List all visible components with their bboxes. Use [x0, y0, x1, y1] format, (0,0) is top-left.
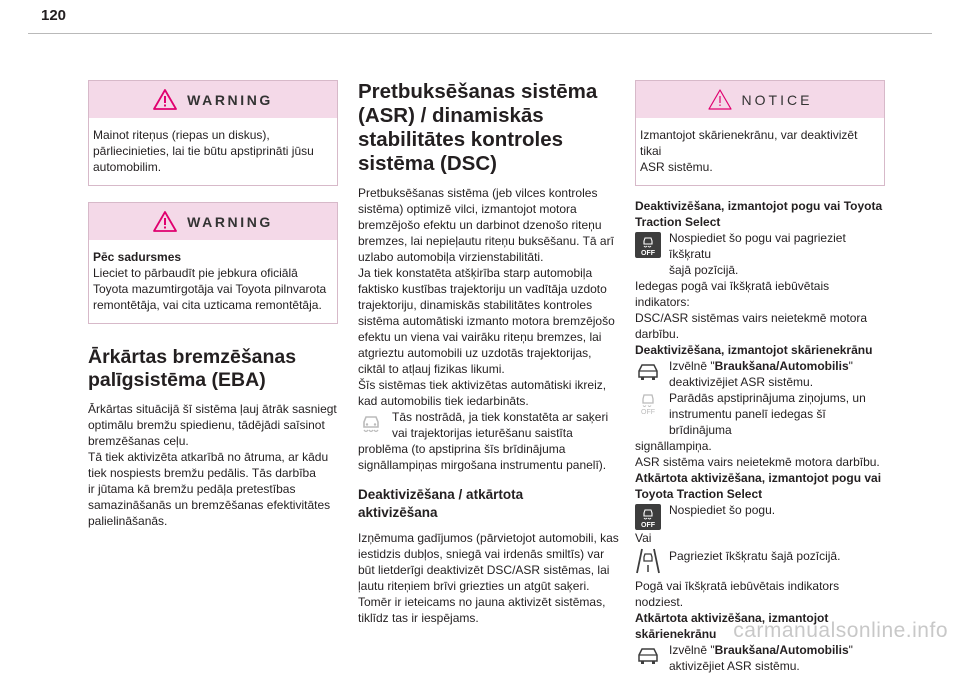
body-line: efektu un viena vai vairāku riteņu bremzes, lai — [358, 330, 602, 344]
icon-row-off-button — [635, 502, 885, 530]
icon-row-text — [669, 390, 885, 438]
icon-row-asr-off-lamp — [635, 390, 885, 438]
menu-suffix: " — [848, 643, 853, 657]
icon-row-road-wheel — [635, 548, 885, 574]
deactivation-button-section — [635, 198, 885, 342]
menu-suffix: " — [848, 359, 853, 373]
body-line: tiek nospiests bremžu pedālis. Tās darbība — [88, 466, 316, 480]
subheading-line: Deaktivizēšana / atkārtota — [358, 487, 524, 502]
body-line: ciktāl to atļauj fizikas likumi. — [358, 362, 505, 376]
body-line: Ārkārtas situācijā šī sistēma ļauj ātrāk sasniegt — [88, 402, 337, 416]
menu-name: Braukšana/Automobilis — [714, 359, 849, 373]
body-line: ļautu riteņiem brīvi griezties un atgūt saķeri. — [358, 579, 590, 593]
warning-box-wheels — [88, 80, 338, 186]
svg-text:OFF: OFF — [641, 409, 655, 416]
section-heading-asr-dsc — [358, 80, 620, 176]
notice-triangle-icon — [708, 89, 732, 110]
body-line: aktivizējiet ASR sistēmu. — [669, 659, 800, 673]
notice-text-line: ASR sistēmu. — [640, 160, 713, 174]
heading-line: (ASR) / dinamiskās — [358, 104, 544, 127]
subheading-line: aktivizēšana — [358, 505, 438, 520]
icon-row-vehicle-menu — [635, 358, 885, 390]
column-right — [635, 80, 885, 674]
body-line: ir jūtama kā bremžu pedāļa pretestības — [88, 482, 296, 496]
body-line: optimālu bremžu spiedienu, tādējādi saīsinot — [88, 418, 325, 432]
notice-text-line: Izmantojot skārienekrānu, var deaktivizēt tikai — [640, 128, 858, 158]
step-title: Atkārtota aktivizēšana, izmantojot — [635, 611, 829, 625]
body-line: faktisko kustības trajektoriju un vadītāja uzdoto — [358, 282, 607, 296]
icon-row-text — [669, 502, 775, 518]
body-line: bremzējošo efektu un darbinot dzenošo riteņu — [358, 218, 602, 232]
step-title: skārienekrānu — [635, 627, 717, 641]
notice-box — [635, 80, 885, 186]
body-line: iestidzis dubļos, sniegā vai irdenās smiltīs) var — [358, 547, 605, 561]
warning-text-line: Lieciet to pārbaudīt pie jebkura oficiālā — [93, 266, 298, 280]
watermark-text: carmanualsonline.info — [733, 619, 948, 642]
asr-off-warning-lamp-icon — [635, 390, 661, 416]
body-line: Tās nostrādā, ja tiek konstatēta ar saķeri — [392, 410, 609, 424]
body-line: sistēma) optimizē vilci, izmantojot motora — [358, 202, 577, 216]
body-line: DSC/ASR sistēmas vairs neietekmē motora — [635, 311, 868, 325]
step-title: Deaktivizēšana, izmantojot skārienekrānu — [635, 343, 873, 357]
skid-warning-lamp-icon — [358, 409, 384, 435]
warning-text-line: pārliecinieties, lai tie būtu apstiprināti jūsu — [93, 144, 314, 158]
body-line: atgrieztu automobili uz uzdotās trajektorijas, — [358, 346, 592, 360]
icon-row-text — [669, 548, 840, 564]
step-title: Toyota Traction Select — [635, 487, 763, 501]
page-number: 120 — [41, 7, 67, 24]
body-line: signāllampiņa. — [635, 439, 712, 453]
svg-text:OFF: OFF — [641, 522, 655, 529]
body-line: ASR sistēma vairs neietekmē motora darbību. — [635, 455, 880, 469]
body-line: signāllampiņas mirgošana instrumentu panelī). — [358, 458, 607, 472]
body-line: Parādās apstiprinājuma ziņojums, un — [669, 391, 866, 405]
body-line: vai trajektorijas ieturēšanu saistīta — [392, 426, 573, 440]
section-heading-eba — [88, 346, 338, 392]
warning-header — [89, 203, 337, 240]
heading-line: palīgsistēma (EBA) — [88, 369, 266, 391]
body-line: instrumentu panelī iedegas šī brīdinājuma — [669, 407, 826, 437]
body-line: bremzes, lai nepieļautu riteņu buksēšanu. Tā arī — [358, 234, 614, 248]
body-line: trajektoriju, dinamiskās stabilitātes kontroles — [358, 298, 593, 312]
body-line: palielināšanās. — [88, 514, 168, 528]
body-line: Iedegas pogā vai īkšķratā iebūvētais indikators: — [635, 279, 830, 309]
step-title: Deaktivizēšana, izmantojot pogu vai Toyota — [635, 199, 883, 213]
header-divider — [28, 33, 932, 34]
body-line: Pretbuksēšanas sistēma (jeb vilces kontroles — [358, 186, 598, 200]
icon-row-vehicle-menu — [635, 642, 885, 674]
column-left — [88, 80, 338, 529]
warning-subheading: Pēc sadursmes — [93, 250, 182, 264]
warning-text-line: automobilim. — [93, 160, 162, 174]
body-line: deaktivizējiet ASR sistēmu. — [669, 375, 814, 389]
body-line: Vai — [635, 531, 652, 545]
warning-text-line: Mainot riteņus (riepas un diskus), — [93, 128, 270, 142]
icon-row-text — [669, 642, 853, 674]
dsc-off-button-icon — [635, 232, 661, 258]
body-line: būt lietderīgi deaktivizēt DSC/ASR sistēmas, lai — [358, 563, 610, 577]
body-line: bremzēšanas ceļu. — [88, 434, 189, 448]
body-line: Šīs sistēmas tiek aktivizētas automātiski ikreiz, — [358, 378, 607, 392]
body-line: kad automobilis tiek iedarbināts. — [358, 394, 529, 408]
body-line: Izņēmuma gadījumos (pārvietojot automobili, kas — [358, 531, 619, 545]
body-line — [669, 358, 853, 374]
heading-line: sistēma (DSC) — [358, 152, 497, 175]
notice-header — [636, 81, 884, 118]
warning-body — [89, 118, 337, 185]
icon-row-text — [392, 409, 608, 441]
heading-line: Ārkārtas bremzēšanas — [88, 346, 297, 368]
warning-label: WARNING — [187, 213, 273, 230]
warning-header — [89, 81, 337, 118]
icon-row-off-button — [635, 230, 885, 278]
body-line: šajā pozīcijā. — [669, 263, 739, 277]
traction-road-icon — [635, 548, 661, 574]
icon-row-text — [669, 230, 885, 278]
dsc-off-button-icon — [635, 504, 661, 530]
warning-label: WARNING — [187, 91, 273, 108]
body-line: sistēma automātiski izmanto motora bremzējošo — [358, 314, 615, 328]
body-line: Pogā vai īkšķratā iebūvētais indikators nodziest. — [635, 579, 840, 609]
body-line: Tomēr ir ieteicams no jauna aktivizēt sistēmas, — [358, 595, 606, 609]
body-line: Nospiediet šo pogu. — [669, 503, 776, 517]
step-title: Traction Select — [635, 215, 721, 229]
notice-body — [636, 118, 884, 185]
heading-line: stabilitātes kontroles — [358, 128, 564, 151]
column-middle — [358, 80, 620, 626]
icon-row-skid-warning — [358, 409, 620, 441]
body-line: darbību. — [635, 327, 680, 341]
menu-prefix: Izvēlnē " — [669, 359, 715, 373]
warning-box-collision — [88, 202, 338, 324]
icon-row-text — [669, 358, 853, 390]
eba-section — [88, 346, 338, 529]
menu-name: Braukšana/Automobilis — [714, 643, 849, 657]
warning-triangle-icon — [153, 89, 177, 110]
warning-body — [89, 240, 337, 323]
deactivation-touchscreen-section — [635, 342, 885, 470]
warning-triangle-icon — [153, 211, 177, 232]
warning-text-line: remontētāja, vai cita uzticama remontētāja. — [93, 298, 322, 312]
body-line: Pagrieziet īkšķratu šajā pozīcijā. — [669, 549, 841, 563]
reactivation-button-section — [635, 470, 885, 610]
warning-text-line: Toyota mazumtirgotāja vai Toyota pilnvarota — [93, 282, 327, 296]
subheading-deactivation — [358, 486, 620, 522]
vehicle-menu-icon — [635, 642, 661, 668]
heading-line: Pretbuksēšanas sistēma — [358, 80, 598, 103]
vehicle-menu-icon — [635, 358, 661, 384]
menu-prefix: Izvēlnē " — [669, 643, 715, 657]
body-line: Nospiediet šo pogu vai pagrieziet īkšķratu — [669, 231, 846, 261]
svg-text:OFF: OFF — [641, 250, 655, 257]
body-line — [669, 642, 853, 658]
body-line: samazināšanās un bremzēšanas efektivitātes — [88, 498, 331, 512]
step-title: Atkārtota aktivizēšana, izmantojot pogu vai — [635, 471, 882, 485]
body-line: Ja tiek konstatēta atšķirība starp automobiļa — [358, 266, 593, 280]
notice-label: NOTICE — [741, 91, 813, 108]
body-line: tiklīdz tas ir iespējams. — [358, 611, 479, 625]
body-line: Tā tiek aktivizēta atkarībā no ātruma, ar kādu — [88, 450, 329, 464]
body-line: uzlabo automobiļa virzienstabilitāti. — [358, 250, 544, 264]
body-line: problēma (to apstiprina šīs brīdinājuma — [358, 442, 566, 456]
